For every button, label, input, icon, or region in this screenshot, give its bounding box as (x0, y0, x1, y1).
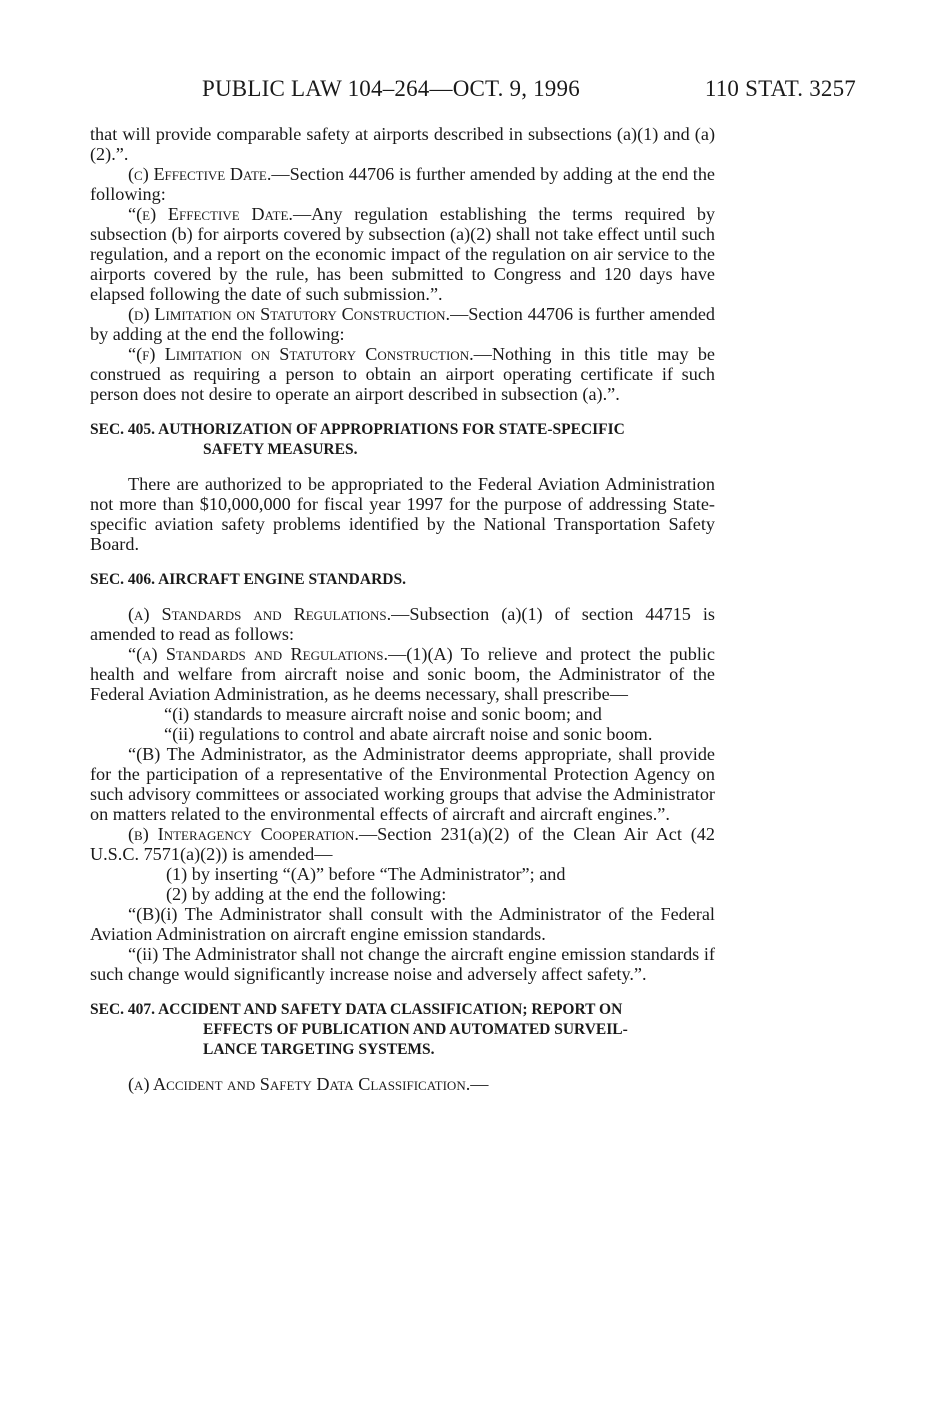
section-title-cont: SAFETY MEASURES. (203, 441, 358, 458)
subsection-heading: (a) Accident and Safety Data Classification. (128, 1074, 471, 1094)
section-heading-405 (90, 420, 715, 440)
subsection-heading: (c) Effective Date. (128, 164, 272, 184)
section-heading-407-cont (90, 1040, 715, 1060)
subsection-heading: (b) Interagency Cooperation. (128, 824, 359, 844)
section-number: SEC. 406. (90, 571, 156, 588)
paragraph-clause-i: “(i) standards to measure aircraft noise and sonic boom; and (164, 704, 602, 724)
subsection-heading: (a) Standards and Regulations. (128, 604, 392, 624)
paragraph-subsection-d (90, 304, 715, 344)
paragraph-text: —Section 44706 is further amended by adding at the end the following: (90, 164, 716, 204)
paragraph-quoted-a (90, 644, 715, 704)
paragraph-item-1: (1) by inserting “(A)” before “The Administrator”; and (166, 864, 566, 884)
section-heading-406 (90, 570, 715, 590)
subsection-heading: (d) Limitation on Statutory Construction. (128, 304, 451, 324)
paragraph-subsection-c (90, 164, 715, 204)
header-title: PUBLIC LAW 104–264—OCT. 9, 1996 (202, 76, 580, 101)
section-heading-405-cont (90, 440, 715, 460)
section-heading-407-cont (90, 1020, 715, 1040)
subsection-heading: “(a) Standards and Regulations. (128, 644, 389, 664)
section-title: AUTHORIZATION OF APPROPRIATIONS FOR STATE-SPECIFIC (158, 421, 625, 438)
section-title: ACCIDENT AND SAFETY DATA CLASSIFICATION; REPORT ON (158, 1001, 623, 1018)
paragraph-text: — (470, 1074, 489, 1094)
paragraph-quoted-f (90, 344, 715, 404)
paragraph-text: —Section 44706 is further amended by adding at the end the following: (90, 304, 715, 344)
subsection-heading: “(e) Effective Date. (128, 204, 293, 224)
paragraph-subsection-b (90, 824, 715, 864)
paragraph-clause-ii: “(ii) regulations to control and abate aircraft noise and sonic boom. (164, 724, 653, 744)
subsection-heading: “(f) Limitation on Statutory Construction. (128, 344, 474, 364)
paragraph-text: —Any regulation establishing the terms required by subsection (b) for airports covered by subsection (a)(2) shall not take effect until such regulation, and a report on the economic impact of the regulation on air service to the airports covered by the rule, has been submitted to Congress and 120 days have elapsed following the date of such submission.”. (90, 204, 716, 304)
section-title-cont: EFFECTS OF PUBLICATION AND AUTOMATED SURVEIL- (203, 1021, 628, 1038)
header-stat-page: 110 STAT. 3257 (704, 76, 856, 101)
section-title: AIRCRAFT ENGINE STANDARDS. (158, 571, 406, 588)
section-title-cont: LANCE TARGETING SYSTEMS. (203, 1041, 435, 1058)
paragraph-quoted-bi: “(B)(i) The Administrator shall consult with the Administrator of the Federal Aviation Administration on aircraft engine emission standards. (90, 904, 715, 944)
paragraph-subparagraph-b: “(B) The Administrator, as the Administrator deems appropriate, shall provide for the participation of a representative of the Environmental Protection Agency on such advisory committees or associated working groups that advise the Administrator on matters related to the environmental effects of aircraft and aircraft engines.”. (90, 744, 715, 824)
section-number: SEC. 407. (90, 1001, 156, 1018)
section-number: SEC. 405. (90, 421, 156, 438)
paragraph-text: —(1)(A) To relieve and protect the public health and welfare from aircraft noise and sonic boom, the Administrator of the Federal Aviation Administration, as he deems necessary, shall prescribe— (90, 644, 716, 704)
document-body (90, 124, 715, 1094)
paragraph-item-2: (2) by adding at the end the following: (166, 884, 447, 904)
paragraph-quoted-ii: “(ii) The Administrator shall not change the aircraft engine emission standards if such change would significantly increase noise and adversely affect safety.”. (90, 944, 715, 984)
paragraph-text: —Nothing in this title may be construed as requiring a person to obtain an airport operating certificate if such person does not desire to operate an airport described in subsection (a).”. (90, 344, 715, 404)
paragraph: There are authorized to be appropriated to the Federal Aviation Administration not more than $10,000,000 for fiscal year 1997 for the purpose of addressing State-specific aviation safety problems identified by the National Transportation Safety Board. (90, 474, 715, 554)
paragraph-quoted-e (90, 204, 715, 304)
paragraph: that will provide comparable safety at airports described in subsections (a)(1) and (a)(2).”. (90, 124, 715, 164)
paragraph-subsection-a (90, 604, 715, 644)
section-heading-407 (90, 1000, 715, 1020)
paragraph-text: —Section 231(a)(2) of the Clean Air Act (42 U.S.C. 7571(a)(2)) is amended— (90, 824, 715, 864)
paragraph-subsection-a (90, 1074, 715, 1094)
paragraph-text: —Subsection (a)(1) of section 44715 is amended to read as follows: (90, 604, 715, 644)
